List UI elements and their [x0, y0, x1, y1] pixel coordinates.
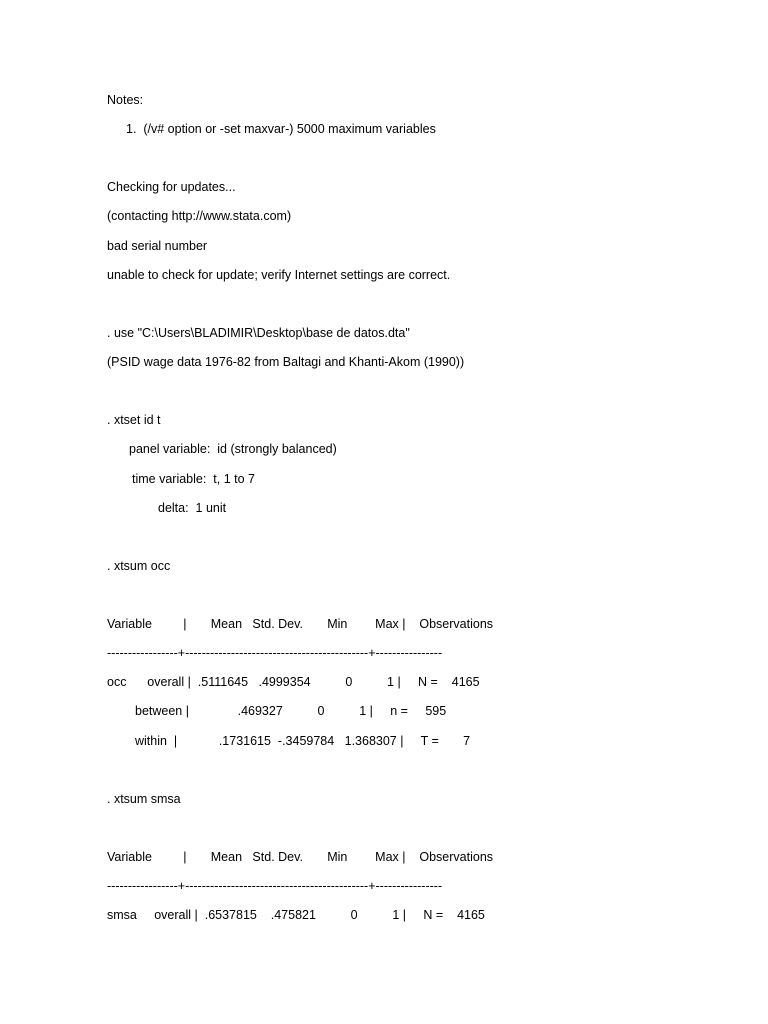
time-variable-text: time variable: t, 1 to 7	[132, 472, 255, 486]
xtset-command: . xtset id t	[107, 413, 161, 427]
occ-overall-row: occ overall | .5111645 .4999354 0 1 | N = 4165	[107, 675, 480, 689]
smsa-overall-row: smsa overall | .6537815 .475821 0 1 | N = 4165	[107, 908, 485, 922]
bad-serial-text: bad serial number	[107, 239, 208, 253]
note-item-1: 1. (/v# option or -set maxvar-) 5000 maximum variables	[126, 122, 436, 136]
delta-text: delta: 1 unit	[158, 501, 227, 515]
xtsum-occ-command: . xtsum occ	[107, 559, 171, 573]
occ-table-separator: -----------------+--------------------------------------------+----------------	[107, 646, 443, 660]
occ-between-row: between | .469327 0 1 | n = 595	[135, 704, 447, 718]
dataset-label: (PSID wage data 1976-82 from Baltagi and Khanti-Akom (1990))	[107, 355, 465, 369]
panel-variable-text: panel variable: id (strongly balanced)	[129, 442, 337, 456]
smsa-table-separator: -----------------+--------------------------------------------+----------------	[107, 879, 443, 893]
checking-updates-text: Checking for updates...	[107, 180, 236, 194]
unable-check-text: unable to check for update; verify Internet settings are correct.	[107, 268, 451, 282]
use-command: . use "C:\Users\BLADIMIR\Desktop\base de datos.dta"	[107, 326, 410, 340]
occ-table-header: Variable | Mean Std. Dev. Min Max | Observations	[107, 617, 494, 631]
contacting-text: (contacting http://www.stata.com)	[107, 209, 292, 223]
xtsum-smsa-command: . xtsum smsa	[107, 792, 181, 806]
smsa-table-header: Variable | Mean Std. Dev. Min Max | Observations	[107, 850, 494, 864]
notes-heading: Notes:	[107, 93, 144, 107]
occ-within-row: within | .1731615 -.3459784 1.368307 | T = 7	[135, 734, 471, 748]
